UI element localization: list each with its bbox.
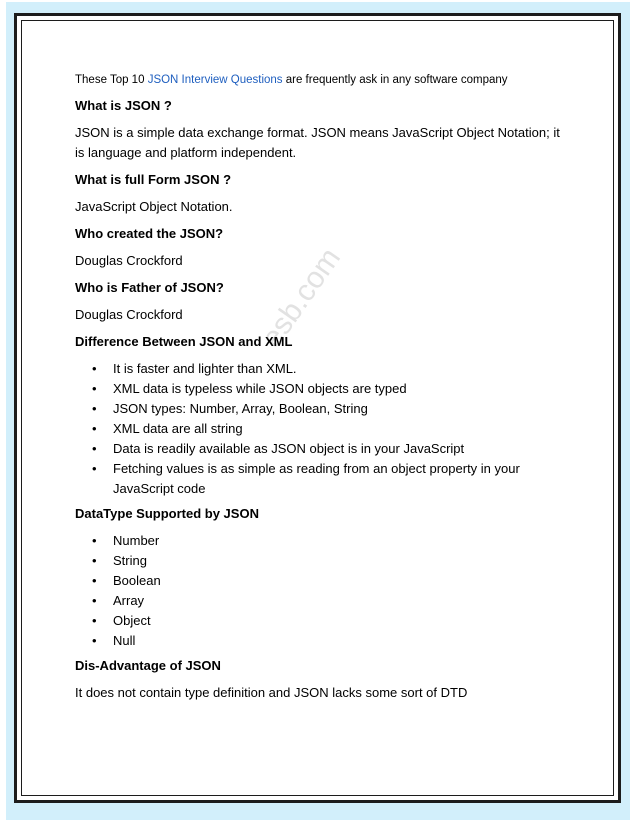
heading-datatypes: DataType Supported by JSON xyxy=(75,506,259,521)
bullet-icon: • xyxy=(92,401,97,416)
bullet-icon: • xyxy=(92,633,97,648)
bullet-icon: • xyxy=(92,361,97,376)
bullet-icon: • xyxy=(92,381,97,396)
bullet-icon: • xyxy=(92,421,97,436)
heading-father-of-json: Who is Father of JSON? xyxy=(75,280,224,295)
list-item: • Null xyxy=(75,631,565,651)
list-item: • Data is readily available as JSON object is in your JavaScript xyxy=(75,439,565,459)
json-interview-questions-link[interactable]: JSON Interview Questions xyxy=(147,74,283,86)
list-item: • It is faster and lighter than XML. xyxy=(75,359,565,379)
answer-what-is-json: JSON is a simple data exchange format. JSON means JavaScript Object Notation; it is language and platform independent. xyxy=(75,125,560,160)
list-item: • JSON types: Number, Array, Boolean, String xyxy=(75,399,565,419)
bullet-icon: • xyxy=(92,441,97,456)
answer-full-form: JavaScript Object Notation. xyxy=(75,199,233,214)
heading-full-form: What is full Form JSON ? xyxy=(75,172,232,187)
bullet-icon: • xyxy=(92,553,97,568)
json-vs-xml-list xyxy=(75,359,565,499)
list-item: • Number xyxy=(75,531,565,551)
list-item: • String xyxy=(75,551,565,571)
list-item: • XML data are all string xyxy=(75,419,565,439)
bullet-icon: • xyxy=(92,593,97,608)
datatypes-list xyxy=(75,531,565,651)
list-item: • Object xyxy=(75,611,565,631)
answer-father-of-json: Douglas Crockford xyxy=(75,307,183,322)
intro-text-before: These Top 10 xyxy=(75,74,148,86)
document-body xyxy=(75,70,565,710)
bullet-icon: • xyxy=(92,573,97,588)
list-item: • Fetching values is as simple as reading from an object property in your JavaScript code xyxy=(92,461,520,496)
answer-who-created: Douglas Crockford xyxy=(75,253,183,268)
bullet-icon: • xyxy=(92,533,97,548)
answer-disadvantage: It does not contain type definition and JSON lacks some sort of DTD xyxy=(75,685,468,700)
intro-text-after: are frequently ask in any software company xyxy=(282,74,508,86)
heading-json-vs-xml: Difference Between JSON and XML xyxy=(75,334,293,349)
list-item: • Boolean xyxy=(75,571,565,591)
heading-what-is-json: What is JSON ? xyxy=(75,98,172,113)
heading-disadvantage: Dis-Advantage of JSON xyxy=(75,658,221,673)
list-item: • XML data is typeless while JSON objects are typed xyxy=(75,379,565,399)
watermark: esb.com xyxy=(255,242,348,354)
intro-line xyxy=(75,70,565,90)
heading-who-created: Who created the JSON? xyxy=(75,226,224,241)
list-item: • Array xyxy=(75,591,565,611)
bullet-icon: • xyxy=(92,461,97,476)
bullet-icon: • xyxy=(92,613,97,628)
